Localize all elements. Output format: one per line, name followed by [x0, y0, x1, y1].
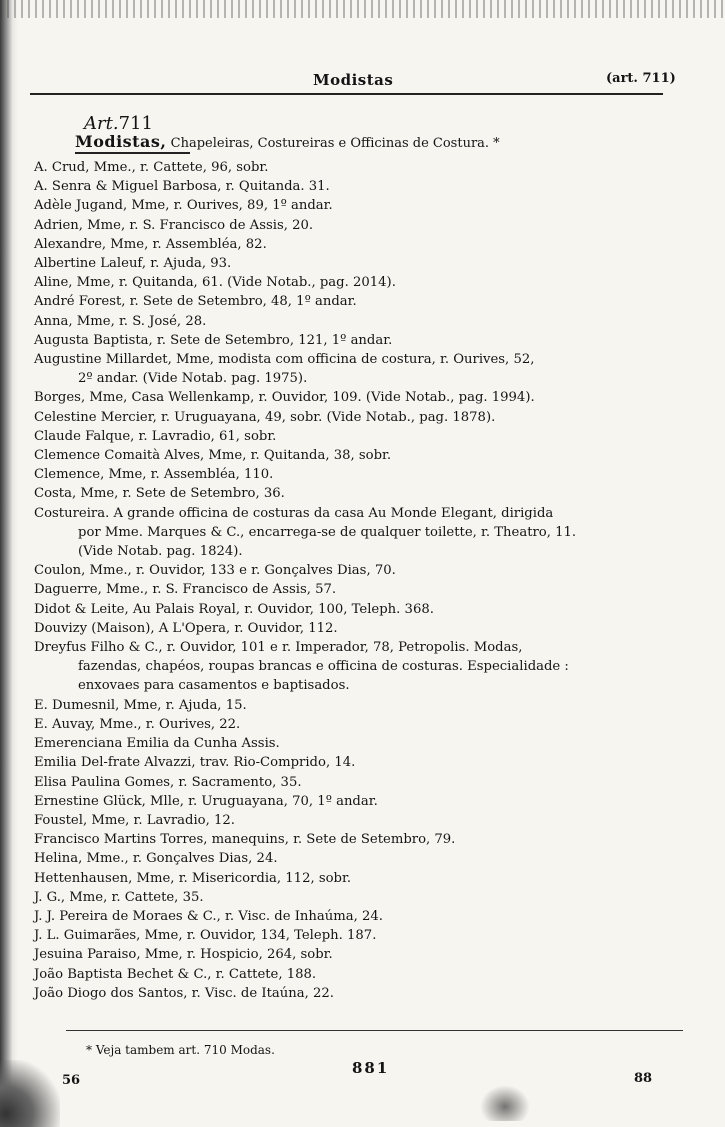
list-item: Hettenhausen, Mme, r. Misericordia, 112, sobr.	[34, 870, 352, 886]
list-item: Didot & Leite, Au Palais Royal, r. Ouvidor, 100, Teleph. 368.	[34, 601, 434, 617]
list-item-continuation: fazendas, chapéos, roupas brancas e officina de costuras. Especialidade :	[78, 659, 569, 675]
section-heading	[75, 132, 500, 151]
list-item: Helina, Mme., r. Gonçalves Dias, 24.	[34, 851, 278, 867]
list-item: Daguerre, Mme., r. S. Francisco de Assis, 57.	[34, 582, 337, 598]
list-item: Anna, Mme, r. S. José, 28.	[34, 313, 207, 329]
list-item: Costa, Mme, r. Sete de Setembro, 36.	[34, 486, 285, 502]
list-item: Claude Falque, r. Lavradio, 61, sobr.	[34, 428, 277, 444]
scan-noise	[0, 0, 725, 18]
list-item: Albertine Laleuf, r. Ajuda, 93.	[34, 256, 232, 272]
list-item-continuation: (Vide Notab. pag. 1824).	[78, 544, 243, 560]
list-item: Douvizy (Maison), A L'Opera, r. Ouvidor, 112.	[34, 620, 338, 636]
page-edge-shadow	[0, 0, 18, 1127]
list-item: Clemence, Mme, r. Assembléa, 110.	[34, 467, 274, 483]
page-code: 881	[352, 1059, 390, 1077]
list-item: Dreyfus Filho & C., r. Ouvidor, 101 e r. Imperador, 78, Petropolis. Modas,	[34, 640, 523, 656]
list-item: Francisco Martins Torres, manequins, r. Sete de Setembro, 79.	[34, 832, 456, 848]
list-item: E. Dumesnil, Mme, r. Ajuda, 15.	[34, 697, 247, 713]
list-item: E. Auvay, Mme., r. Ourives, 22.	[34, 716, 241, 732]
list-item: André Forest, r. Sete de Setembro, 48, 1º andar.	[34, 294, 357, 310]
list-item: J. G., Mme, r. Cattete, 35.	[34, 889, 204, 905]
entry-list	[34, 158, 674, 1003]
list-item: Emilia Del-frate Alvazzi, trav. Rio-Comprido, 14.	[34, 755, 356, 771]
list-item: A. Crud, Mme., r. Cattete, 96, sobr.	[34, 160, 269, 175]
list-item: Augustine Millardet, Mme, modista com officina de costura, r. Ourives, 52,	[34, 352, 535, 368]
list-item: J. L. Guimarães, Mme, r. Ouvidor, 134, Teleph. 187.	[34, 928, 377, 944]
list-item-continuation: 2º andar. (Vide Notab. pag. 1975).	[78, 371, 308, 387]
running-header-title: Modistas	[313, 71, 394, 89]
footnote-rule	[66, 1030, 683, 1031]
list-item: Celestine Mercier, r. Uruguayana, 49, sobr. (Vide Notab., pag. 1878).	[34, 409, 496, 425]
list-item: Emerenciana Emilia da Cunha Assis.	[34, 736, 280, 752]
article-number-value: 711	[118, 113, 153, 134]
header-rule	[30, 93, 663, 95]
running-header-ref: (art. 711)	[606, 71, 676, 86]
list-item: Elisa Paulina Gomes, r. Sacramento, 35.	[34, 774, 302, 790]
list-item: Borges, Mme, Casa Wellenkamp, r. Ouvidor, 109. (Vide Notab., pag. 1994).	[34, 390, 535, 406]
section-subtitle: Chapeleiras, Costureiras e Officinas de Costura. *	[170, 136, 500, 151]
footnote: * Veja tambem art. 710 Modas.	[86, 1043, 275, 1057]
list-item: Ernestine Glück, Mlle, r. Uruguayana, 70, 1º andar.	[34, 793, 378, 809]
article-prefix: Art.	[84, 113, 119, 134]
list-item-continuation: enxovaes para casamentos e baptisados.	[78, 678, 350, 694]
list-item: Augusta Baptista, r. Sete de Setembro, 121, 1º andar.	[34, 332, 393, 348]
list-item: Coulon, Mme., r. Ouvidor, 133 e r. Gonçalves Dias, 70.	[34, 563, 396, 579]
signature-number-right: 88	[634, 1071, 653, 1086]
list-item: Adèle Jugand, Mme, r. Ourives, 89, 1º andar.	[34, 198, 333, 214]
list-item: J. J. Pereira de Moraes & C., r. Visc. de Inhaúma, 24.	[34, 908, 383, 924]
list-item: Foustel, Mme, r. Lavradio, 12.	[34, 812, 235, 828]
scan-smudge	[0, 1060, 60, 1127]
list-item: João Diogo dos Santos, r. Visc. de Itaúna, 22.	[34, 985, 334, 1001]
list-item: Alexandre, Mme, r. Assembléa, 82.	[34, 236, 267, 252]
list-item: João Baptista Bechet & C., r. Cattete, 188.	[34, 966, 317, 982]
list-item: Clemence Comaità Alves, Mme, r. Quitanda, 38, sobr.	[34, 448, 392, 464]
list-item: Jesuina Paraiso, Mme, r. Hospicio, 264, sobr.	[34, 947, 333, 963]
list-item: Costureira. A grande officina de costuras da casa Au Monde Elegant, dirigida	[34, 505, 554, 521]
section-underline	[75, 152, 190, 154]
list-item: Aline, Mme, r. Quitanda, 61. (Vide Notab., pag. 2014).	[34, 275, 396, 291]
signature-number-left: 56	[62, 1073, 81, 1088]
list-item: Adrien, Mme, r. S. Francisco de Assis, 20.	[34, 217, 314, 233]
article-number	[84, 113, 153, 134]
section-title: Modistas,	[75, 132, 167, 151]
list-item-continuation: por Mme. Marques & C., encarrega-se de qualquer toilette, r. Theatro, 11.	[78, 524, 577, 540]
scan-smudge	[480, 1085, 530, 1121]
list-item: A. Senra & Miguel Barbosa, r. Quitanda. 31.	[34, 179, 330, 195]
